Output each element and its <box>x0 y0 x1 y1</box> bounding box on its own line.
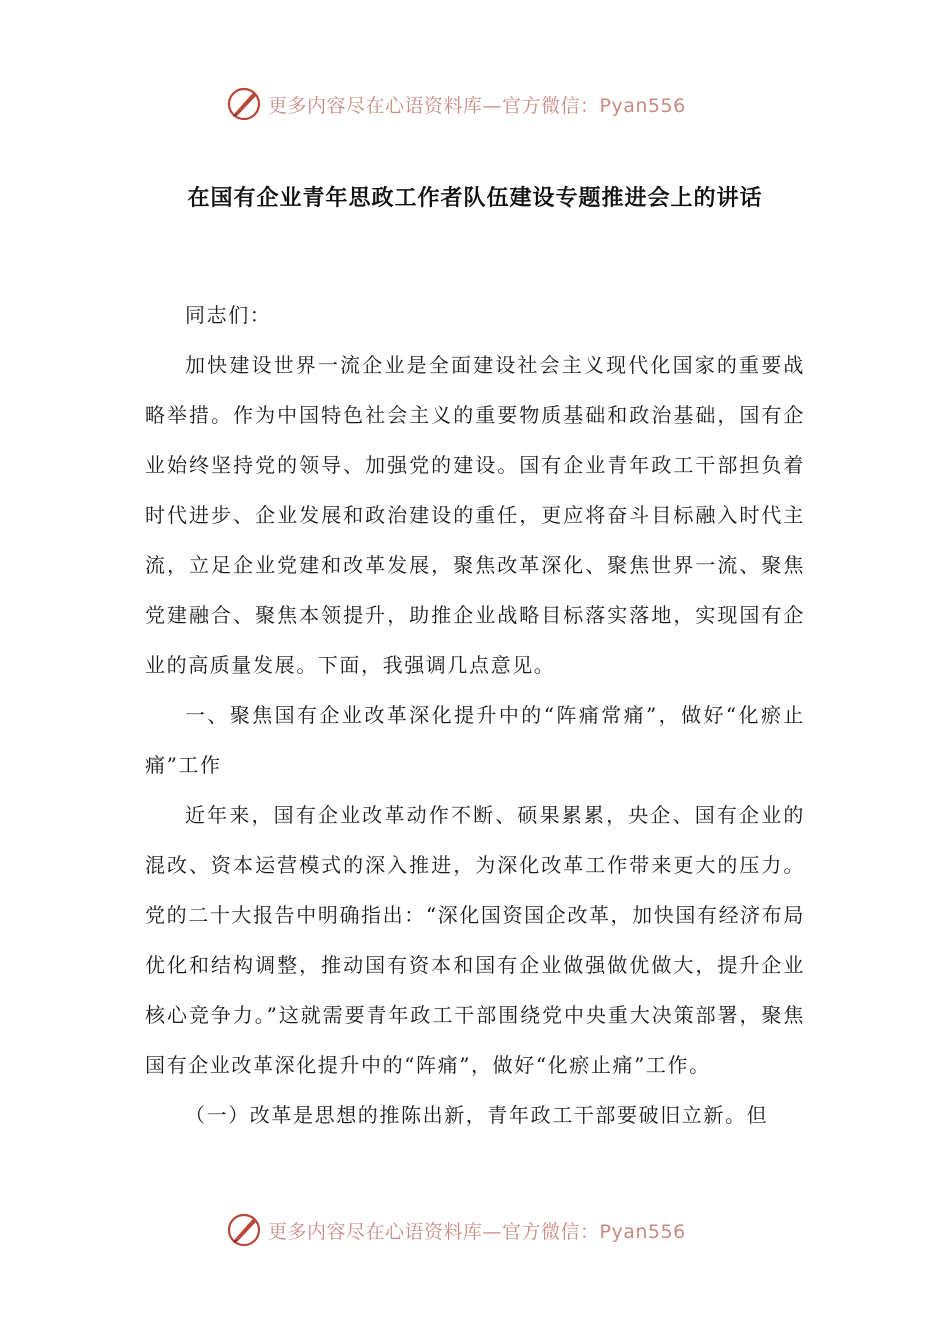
banner-text: 更多内容尽在心语资料库—官方微信：Pyan556 <box>268 94 686 117</box>
paragraph: 近年来，国有企业改革动作不断、硕果累累，央企、国有企业的混改、资本运营模式的深入推进，为深化改革工作带来更大的压力。党的二十大报告中明确指出：“深化国资国企改革，加快国有经济布局优化和结构调整，推动国有资本和国有企业做强做优做大，提升企业核心竞争力。”这就需要青年政工干部围绕党中央重大决策部署，聚焦国有企业改革深化提升中的“阵痛”，做好“化瘀止痛”工作。 <box>145 803 805 1077</box>
paragraph: （一）改革是思想的推陈出新，青年政工干部要破旧立新。但 <box>185 1103 769 1127</box>
banner-text: 更多内容尽在心语资料库—官方微信：Pyan556 <box>268 1220 686 1243</box>
header-watermark <box>226 84 686 124</box>
salutation: 同志们： <box>185 303 272 327</box>
footer-watermark <box>226 1210 686 1250</box>
document-body <box>145 290 805 1140</box>
wechat-id: Pyan556 <box>599 1220 686 1243</box>
wechat-id: Pyan556 <box>599 94 686 117</box>
paragraph: 加快建设世界一流企业是全面建设社会主义现代化国家的重要战略举措。作为中国特色社会主义的重要物质基础和政治基础，国有企业始终坚持党的领导、加强党的建设。国有企业青年政工干部担负着时代进步、企业发展和政治建设的重任，更应将奋斗目标融入时代主流，立足企业党建和改革发展，聚焦改革深化、聚焦世界一流、聚焦党建融合、聚焦本领提升，助推企业战略目标落实落地，实现国有企业的高质量发展。下面，我强调几点意见。 <box>145 353 805 677</box>
section-heading: 一、聚焦国有企业改革深化提升中的“阵痛常痛”，做好“化瘀止痛”工作 <box>145 703 805 777</box>
pen-logo-icon <box>226 1212 262 1248</box>
document-title: 在国有企业青年思政工作者队伍建设专题推进会上的讲话 <box>187 186 763 211</box>
pen-logo-icon <box>226 86 262 122</box>
